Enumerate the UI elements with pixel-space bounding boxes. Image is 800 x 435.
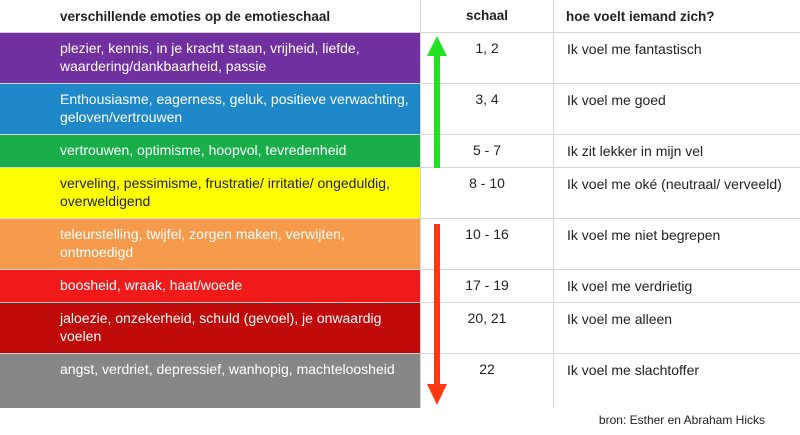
- scale-cell: 20, 21: [420, 303, 553, 353]
- header-feeling: hoe voelt iemand zich?: [553, 0, 800, 32]
- scale-cell: 1, 2: [420, 33, 553, 83]
- feeling-cell: Ik voel me niet begrepen: [553, 219, 800, 269]
- table-row: [0, 84, 800, 135]
- emotions-cell: verveling, pessimisme, frustratie/ irritatie/ ongeduldig, overweldigend: [0, 168, 420, 218]
- scale-cell: 8 - 10: [420, 168, 553, 218]
- header-scale: schaal: [420, 0, 553, 32]
- table-header: [0, 0, 800, 33]
- feeling-cell: Ik voel me fantastisch: [553, 33, 800, 83]
- emotions-cell: vertrouwen, optimisme, hoopvol, tevredenheid: [0, 135, 420, 167]
- table-row: [0, 354, 800, 408]
- header-emotions: verschillende emoties op de emotieschaal: [60, 9, 331, 24]
- feeling-cell: Ik voel me goed: [553, 84, 800, 134]
- feeling-cell: Ik voel me alleen: [553, 303, 800, 353]
- emotions-cell: boosheid, wraak, haat/woede: [0, 270, 420, 302]
- scale-cell: 3, 4: [420, 84, 553, 134]
- scale-cell: 17 - 19: [420, 270, 553, 302]
- emotions-cell: angst, verdriet, depressief, wanhopig, machteloosheid: [0, 354, 420, 408]
- scale-cell: 22: [420, 354, 553, 408]
- feeling-cell: Ik voel me slachtoffer: [553, 354, 800, 408]
- table-row: [0, 303, 800, 354]
- scale-cell: 10 - 16: [420, 219, 553, 269]
- emotions-cell: teleurstelling, twijfel, zorgen maken, verwijten, ontmoedigd: [0, 219, 420, 269]
- table-row: [0, 270, 800, 303]
- source-credit: bron: Esther en Abraham Hicks: [598, 413, 765, 427]
- feeling-cell: Ik zit lekker in mijn vel: [553, 135, 800, 167]
- feeling-cell: Ik voel me oké (neutraal/ verveeld): [553, 168, 800, 218]
- emotions-cell: plezier, kennis, in je kracht staan, vrijheid, liefde, waardering/dankbaarheid, passie: [0, 33, 420, 83]
- scale-cell: 5 - 7: [420, 135, 553, 167]
- emotions-cell: jaloezie, onzekerheid, schuld (gevoel), je onwaardig voelen: [0, 303, 420, 353]
- table-row: [0, 219, 800, 270]
- feeling-cell: Ik voel me verdrietig: [553, 270, 800, 302]
- table-row: [0, 33, 800, 84]
- emotions-cell: Enthousiasme, eagerness, geluk, positieve verwachting, geloven/vertrouwen: [0, 84, 420, 134]
- table-row: [0, 168, 800, 219]
- table-row: [0, 135, 800, 168]
